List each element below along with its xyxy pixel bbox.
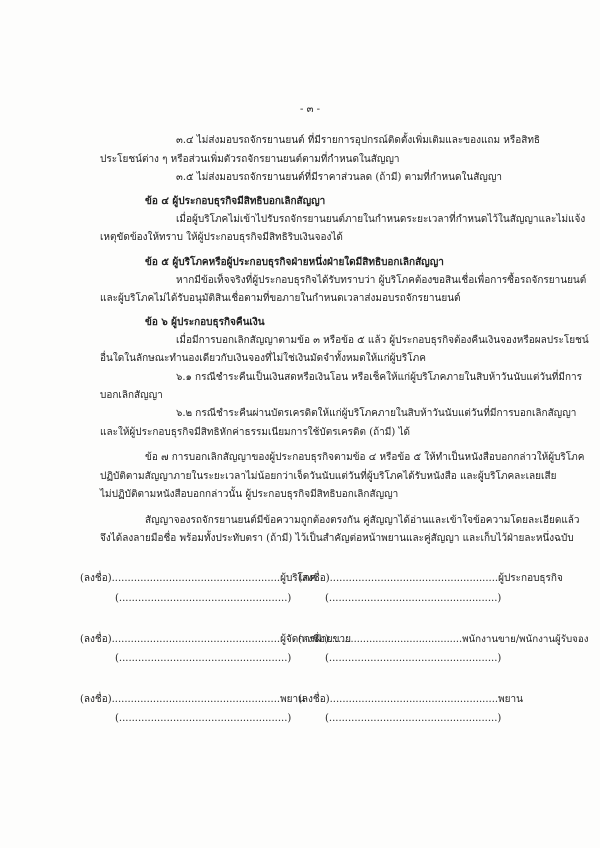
page-number: - ๓ - bbox=[300, 104, 320, 115]
signature-operator-name: (.....................................................) bbox=[325, 593, 502, 604]
section5-line2: และผู้บริโภคไม่ได้รับอนุมัติสินเชื่อตามที่ขอภายในกำหนดเวลาส่งมอบรถจักรยานยนต์ bbox=[100, 293, 461, 304]
section7-line1: ข้อ ๗ การบอกเลิกสัญญาของผู้ประกอบธุรกิจตามข้อ ๔ หรือข้อ ๕ ให้ทำเป็นหนังสือบอกกล่าวให้ผู้บริโภค bbox=[145, 452, 585, 463]
section5-heading: ข้อ ๕ ผู้บริโภคหรือผู้ประกอบธุรกิจฝ่ายหนึ่งฝ่ายใดมีสิทธิบอกเลิกสัญญา bbox=[145, 257, 444, 268]
signature-witness-1: (ลงชื่อ).....................................................พยาน bbox=[80, 694, 305, 705]
section6-2-line1: ๖.๒ กรณีชำระคืนผ่านบัตรเครดิตให้แก่ผู้บริโภคภายในสิบห้าวันนับแต่วันที่มีการบอกเลิกสัญญา bbox=[176, 408, 577, 419]
section6-heading: ข้อ ๖ ผู้ประกอบธุรกิจคืนเงิน bbox=[145, 317, 265, 328]
section6-1-line1: ๖.๑ กรณีชำระคืนเป็นเงินสดหรือเงินโอน หรือเช็คให้แก่ผู้บริโภคภายในสิบห้าวันนับแต่วันที่มีการ bbox=[176, 372, 583, 383]
signature-salesperson-name: (.....................................................) bbox=[325, 653, 502, 664]
section6-2-line2: และให้ผู้ประกอบธุรกิจมีสิทธิหักค่าธรรมเนียมการใช้บัตรเครดิต (ถ้ามี) ได้ bbox=[100, 427, 410, 438]
signature-witness-2: (ลงชื่อ).....................................................พยาน bbox=[298, 694, 523, 705]
signature-witness-2-name: (.....................................................) bbox=[325, 713, 502, 724]
signature-sales-manager: (ลงชื่อ).....................................................ผู้จัดการฝ่ายขาย bbox=[80, 634, 351, 645]
section6-line1: เมื่อมีการบอกเลิกสัญญาตามข้อ ๓ หรือข้อ ๕ แล้ว ผู้ประกอบธุรกิจต้องคืนเงินจองหรือผลประโยชน์ bbox=[176, 335, 589, 346]
clause-3-4-line1: ๓.๔ ไม่ส่งมอบรถจักรยานยนต์ ที่มีรายการอุปกรณ์ติดตั้งเพิ่มเติมและของแถม หรือสิทธิ bbox=[176, 135, 541, 146]
signature-consumer: (ลงชื่อ).....................................................ผู้บริโภค bbox=[80, 573, 317, 584]
section7-line3: ไม่ปฏิบัติตามหนังสือบอกกล่าวนั้น ผู้ประกอบธุรกิจมีสิทธิบอกเลิกสัญญา bbox=[100, 489, 399, 500]
section6-1-line2: บอกเลิกสัญญา bbox=[100, 390, 163, 401]
section4-heading: ข้อ ๔ ผู้ประกอบธุรกิจมีสิทธิบอกเลิกสัญญา bbox=[145, 196, 326, 207]
clause-3-5: ๓.๕ ไม่ส่งมอบรถจักรยานยนต์ที่มีราคาส่วนลด (ถ้ามี) ตามที่กำหนดในสัญญา bbox=[176, 172, 502, 183]
clause-3-4-line2: ประโยชน์ต่าง ๆ หรือส่วนเพิ่มตัวรถจักรยานยนต์ตามที่กำหนดในสัญญา bbox=[100, 154, 400, 165]
section4-line2: เหตุขัดข้องให้ทราบ ให้ผู้ประกอบธุรกิจมีสิทธิริบเงินจองได้ bbox=[100, 232, 343, 243]
closing-line2: จึงได้ลงลายมือชื่อ พร้อมทั้งประทับตรา (ถ้ามี) ไว้เป็นสำคัญต่อหน้าพยานและคู่สัญญา และเก็บไว้ฝ่ายละหนึ่งฉบับ bbox=[100, 533, 574, 544]
section7-line2: ปฏิบัติตามสัญญาภายในระยะเวลาไม่น้อยกว่าเจ็ดวันนับแต่วันที่ผู้บริโภคได้รับหนังสือ และผู้บริโภคละเลยเสีย bbox=[100, 471, 557, 482]
section5-line1: หากมีข้อเท็จจริงที่ผู้ประกอบธุรกิจได้รับทราบว่า ผู้บริโภคต้องขอสินเชื่อเพื่อการซื้อรถจักรยานยนต์ bbox=[176, 275, 587, 286]
signature-witness-1-name: (.....................................................) bbox=[115, 713, 292, 724]
closing-line1: สัญญาจองรถจักรยานยนต์มีข้อความถูกต้องตรงกัน คู่สัญญาได้อ่านและเข้าใจข้อความโดยละเอียดแล้ว bbox=[145, 515, 580, 526]
signature-salesperson: (ลงชื่อ)...........................................พนักงานขาย/พนักงานผู้รับจอง bbox=[298, 634, 589, 645]
signature-operator: (ลงชื่อ).....................................................ผู้ประกอบธุรกิจ bbox=[298, 573, 563, 584]
section4-line1: เมื่อผู้บริโภคไม่เข้าไปรับรถจักรยานยนต์ภายในกำหนดระยะเวลาที่กำหนดไว้ในสัญญาและไม่แจ้ง bbox=[176, 214, 586, 225]
signature-sales-manager-name: (.....................................................) bbox=[115, 653, 292, 664]
section6-line2: อื่นใดในลักษณะทำนองเดียวกับเงินจองที่ไม่ใช่เงินมัดจำทั้งหมดให้แก่ผู้บริโภค bbox=[100, 353, 426, 364]
signature-consumer-name: (.....................................................) bbox=[115, 593, 292, 604]
